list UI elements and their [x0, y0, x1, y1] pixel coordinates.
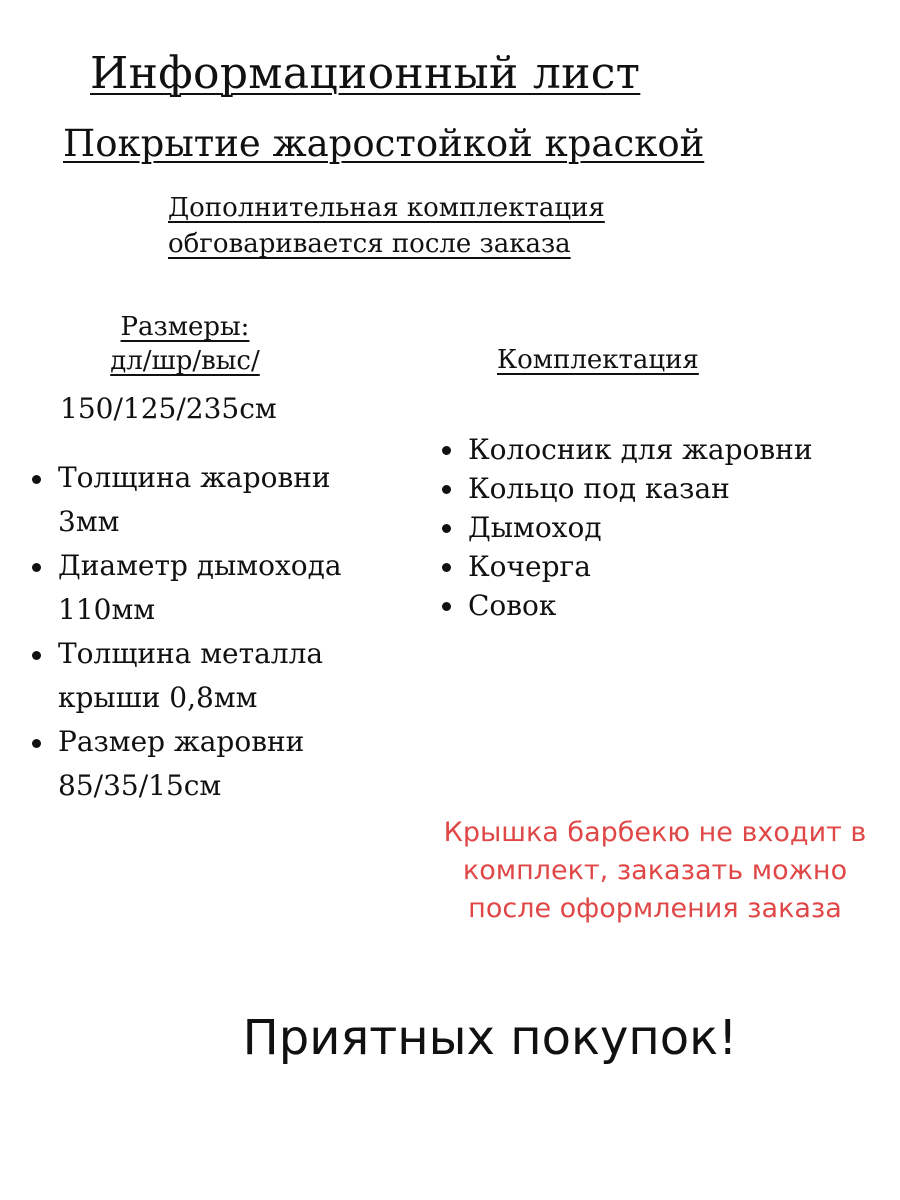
order-note-line1: Дополнительная комплектация: [168, 193, 605, 223]
kit-item-text: Кольцо под казан: [468, 472, 730, 505]
page-subtitle: Покрытие жаростойкой краской: [63, 122, 705, 165]
list-item: [30, 720, 390, 808]
list-item: [30, 632, 390, 720]
bullet-icon: [32, 563, 41, 572]
bullet-icon: [442, 563, 451, 572]
spec-text: Размер жаровни 85/35/15см: [58, 725, 305, 802]
spec-text: Диаметр дымохода 110мм: [58, 549, 342, 626]
sizes-label-line2: дл/шр/выс/: [110, 346, 260, 376]
lid-warning: Крышка барбекю не входит в комплект, заказать можно после оформления заказа: [443, 817, 867, 924]
list-item: [440, 586, 860, 625]
sizes-label-line1: Размеры:: [120, 312, 250, 342]
closing-message: Приятных покупок!: [242, 1010, 738, 1066]
kit-item-text: Кочерга: [468, 550, 591, 583]
kit-item-text: Совок: [468, 589, 557, 622]
order-note: [168, 190, 605, 262]
sizes-label: [90, 310, 280, 378]
spec-text: Толщина металла крыши 0,8мм: [58, 637, 324, 714]
list-item: [440, 469, 860, 508]
bullet-icon: [442, 602, 451, 611]
page-title: Информационный лист: [90, 48, 641, 99]
sizes-value: 150/125/235см: [60, 392, 277, 425]
kit-item-text: Дымоход: [468, 511, 602, 544]
list-item: [440, 508, 860, 547]
kit-list: [440, 430, 860, 625]
bullet-icon: [442, 524, 451, 533]
specs-list: [30, 456, 390, 808]
kit-label: Комплектация: [497, 345, 699, 375]
bullet-icon: [442, 446, 451, 455]
list-item: [30, 544, 390, 632]
bullet-icon: [32, 475, 41, 484]
order-note-line2: обговаривается после заказа: [168, 229, 571, 259]
bullet-icon: [442, 485, 451, 494]
kit-item-text: Колосник для жаровни: [468, 433, 813, 466]
list-item: [440, 430, 860, 469]
bullet-icon: [32, 651, 41, 660]
spec-text: Толщина жаровни 3мм: [58, 461, 331, 538]
bullet-icon: [32, 739, 41, 748]
list-item: [30, 456, 390, 544]
list-item: [440, 547, 860, 586]
